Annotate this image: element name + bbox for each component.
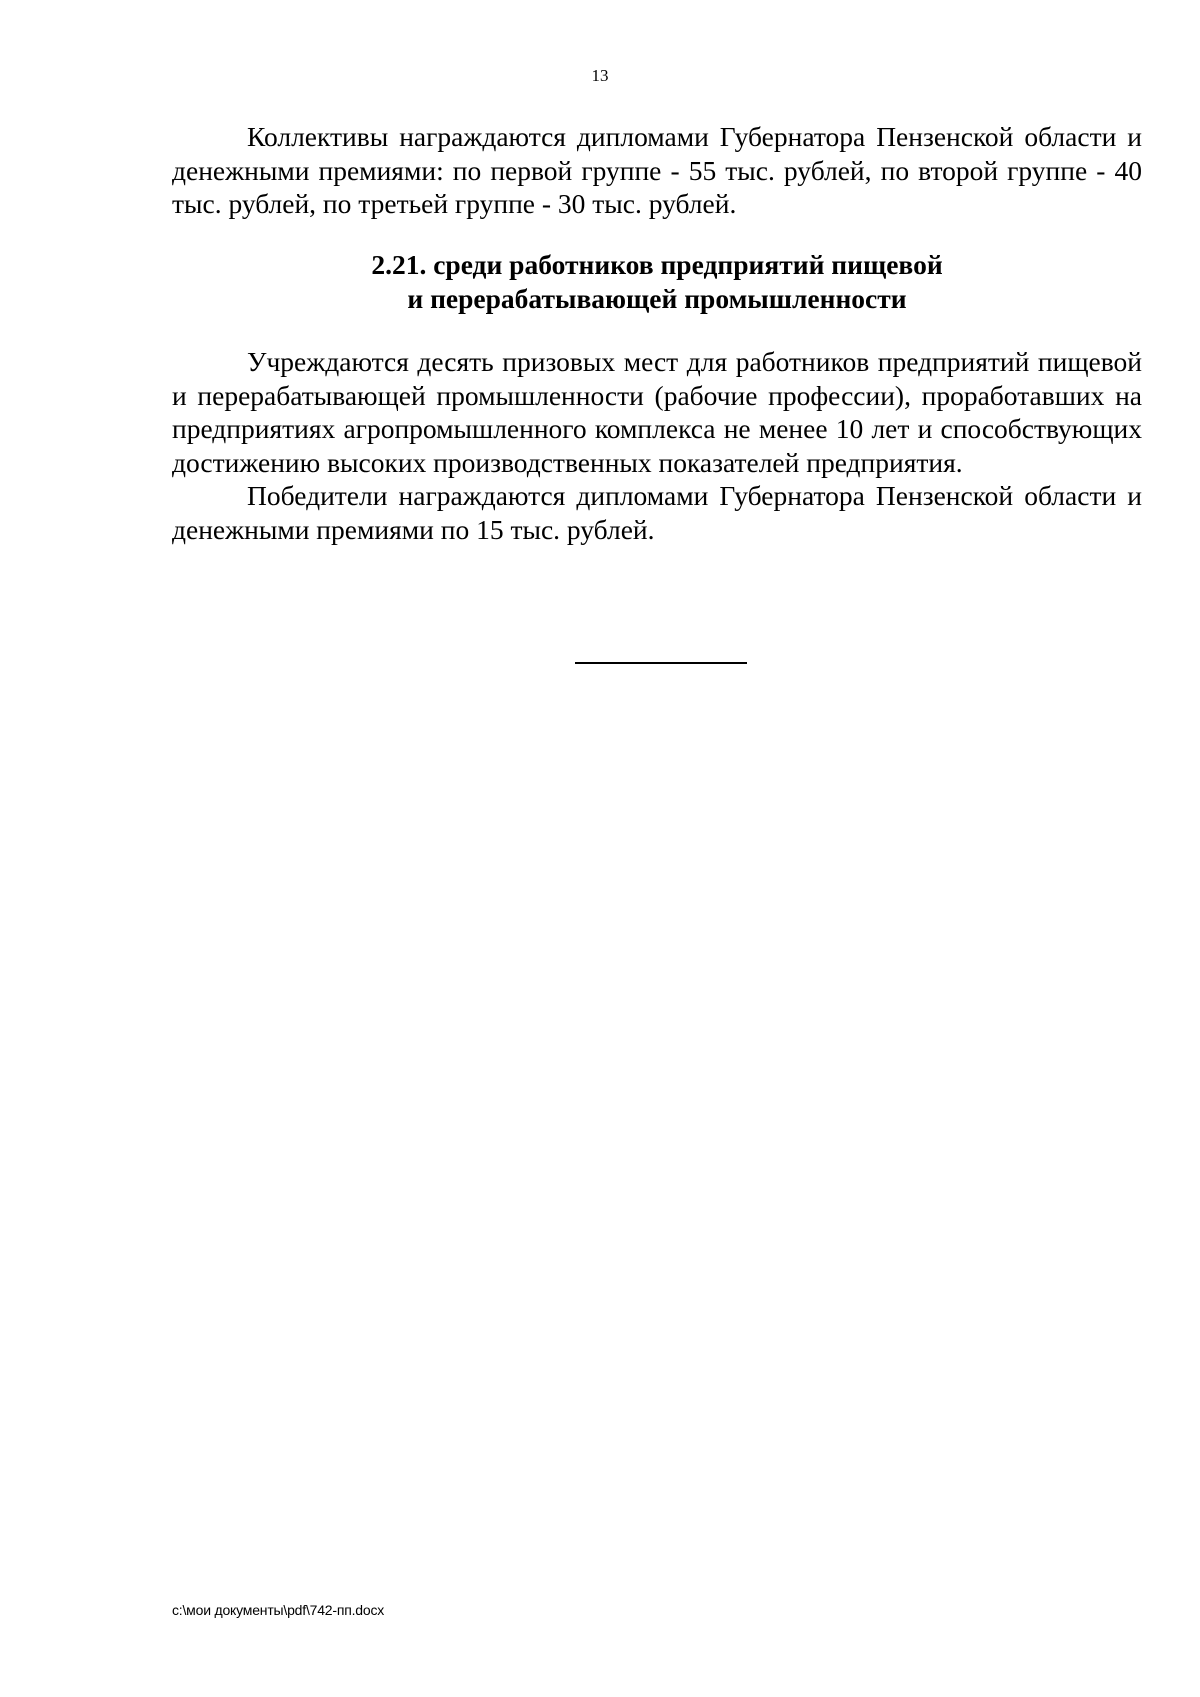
paragraph-collectives-awards: Коллективы награждаются дипломами Губернатора Пензенской области и денежными премиями: по первой группе - 55 тыс. рублей, по второй группе - 40 тыс. рублей, по третьей группе - 30 тыс. рублей.: [172, 121, 1142, 219]
paragraph-winners-awards: Победители награждаются дипломами Губернатора Пензенской области и денежными премиями по 15 тыс. рублей.: [172, 480, 1142, 545]
section-heading: [172, 248, 1142, 315]
section-body: [172, 345, 1142, 546]
section-heading-line-2: и перерабатывающей промышленности: [407, 282, 907, 314]
page-number: 13: [591, 66, 609, 85]
end-separator-line: [575, 662, 747, 664]
footer-file-path: c:\мои документы\pdf\742-пп.docx: [172, 1602, 385, 1618]
intro-block: [172, 120, 1142, 221]
paragraph-prize-places: Учреждаются десять призовых мест для работников предприятий пищевой и перерабатывающей промышленности (рабочие профессии), проработавших на предприятиях агропромышленного комплекса не менее 10 лет и способствующих достижению высоких производственных показателей предприятия.: [172, 346, 1142, 478]
section-heading-line-1: 2.21. среди работников предприятий пищевой: [371, 249, 943, 280]
